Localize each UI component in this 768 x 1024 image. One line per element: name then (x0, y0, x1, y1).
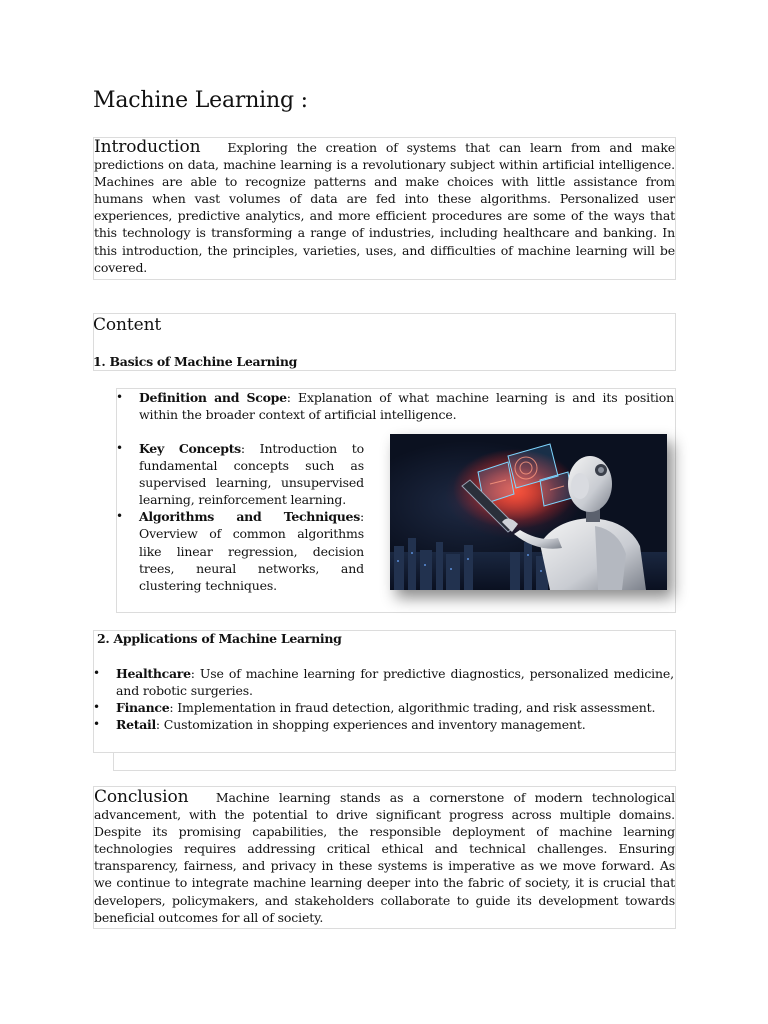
list-item-text: : Explanation of what machine learning is and its position within the broader context of artificial intelligence. (139, 390, 674, 423)
list-item-text: : Introduction to fundamental concepts such as supervised learning, unsupervised learning, reinforcement learning. (139, 441, 364, 508)
conclusion-text: Machine learning stands as a cornerstone of modern technological advancement, with the potential to drive significant progress across multiple domains. Despite its promising capabilities, the responsible deployment of machine learning technologies requires addressing critical ethical and technical challenges. Ensuring transparency, fairness, and privacy in these systems is imperative as we move forward. As we continue to integrate machine learning deeper into the fabric of society, it is crucial that developers, policymakers, and stakeholders collaborate to guide its development towards beneficial outcomes for all of society. (94, 790, 675, 925)
introduction-section (93, 137, 676, 280)
list-item (116, 716, 674, 733)
content-heading: Content (93, 315, 162, 335)
document-title: Machine Learning : (93, 88, 308, 113)
robot-holding-tablet-image (390, 434, 667, 590)
section2-list (116, 665, 674, 733)
list-item (116, 699, 674, 716)
list-item-term: Retail (116, 717, 156, 733)
conclusion-paragraph (94, 789, 675, 926)
section1-heading: 1. Basics of Machine Learning (93, 354, 298, 369)
section2-trailing-box (113, 752, 676, 771)
list-item (116, 665, 674, 699)
list-item-term: Key Concepts (139, 441, 241, 456)
introduction-text: Exploring the creation of systems that can learn from and make predictions on data, machine learning is a revolutionary subject within artificial intelligence. Machines are able to recognize patterns and make choices with little assistance from humans when vast volumes of data are fed into these algorithms. Personalized user experiences, predictive analytics, and more efficient procedures are some of the ways that this technology is transforming a range of industries, including healthcare and banking. In this introduction, the principles, varieties, uses, and difficulties of machine learning will be covered. (94, 140, 675, 275)
list-item-term: Finance (116, 700, 170, 716)
list-item-term: Algorithms and Techniques (139, 509, 360, 525)
robot-illustration (390, 434, 667, 590)
list-item-term: Healthcare (116, 666, 191, 681)
list-item-text: : Implementation in fraud detection, algorithmic trading, and risk assessment. (169, 700, 656, 716)
list-item-text: : Customization in shopping experiences and inventory management. (155, 717, 586, 733)
conclusion-section (93, 786, 676, 929)
section1-list-wrapped (139, 440, 364, 594)
list-item-text: : Use of machine learning for predictive diagnostics, personalized medicine, and robotic surgeries. (116, 666, 674, 699)
list-item-text: : Overview of common algorithms like linear regression, decision trees, neural networks, and clustering techniques. (139, 509, 364, 593)
list-item (139, 389, 674, 423)
section2-heading: 2. Applications of Machine Learning (97, 631, 342, 646)
section1-list (139, 389, 674, 423)
introduction-paragraph (94, 139, 675, 276)
list-item-term: Definition and Scope (139, 390, 287, 405)
conclusion-heading: Conclusion (94, 787, 189, 807)
introduction-heading: Introduction (94, 137, 201, 157)
list-item (139, 440, 364, 508)
list-item (139, 508, 364, 593)
